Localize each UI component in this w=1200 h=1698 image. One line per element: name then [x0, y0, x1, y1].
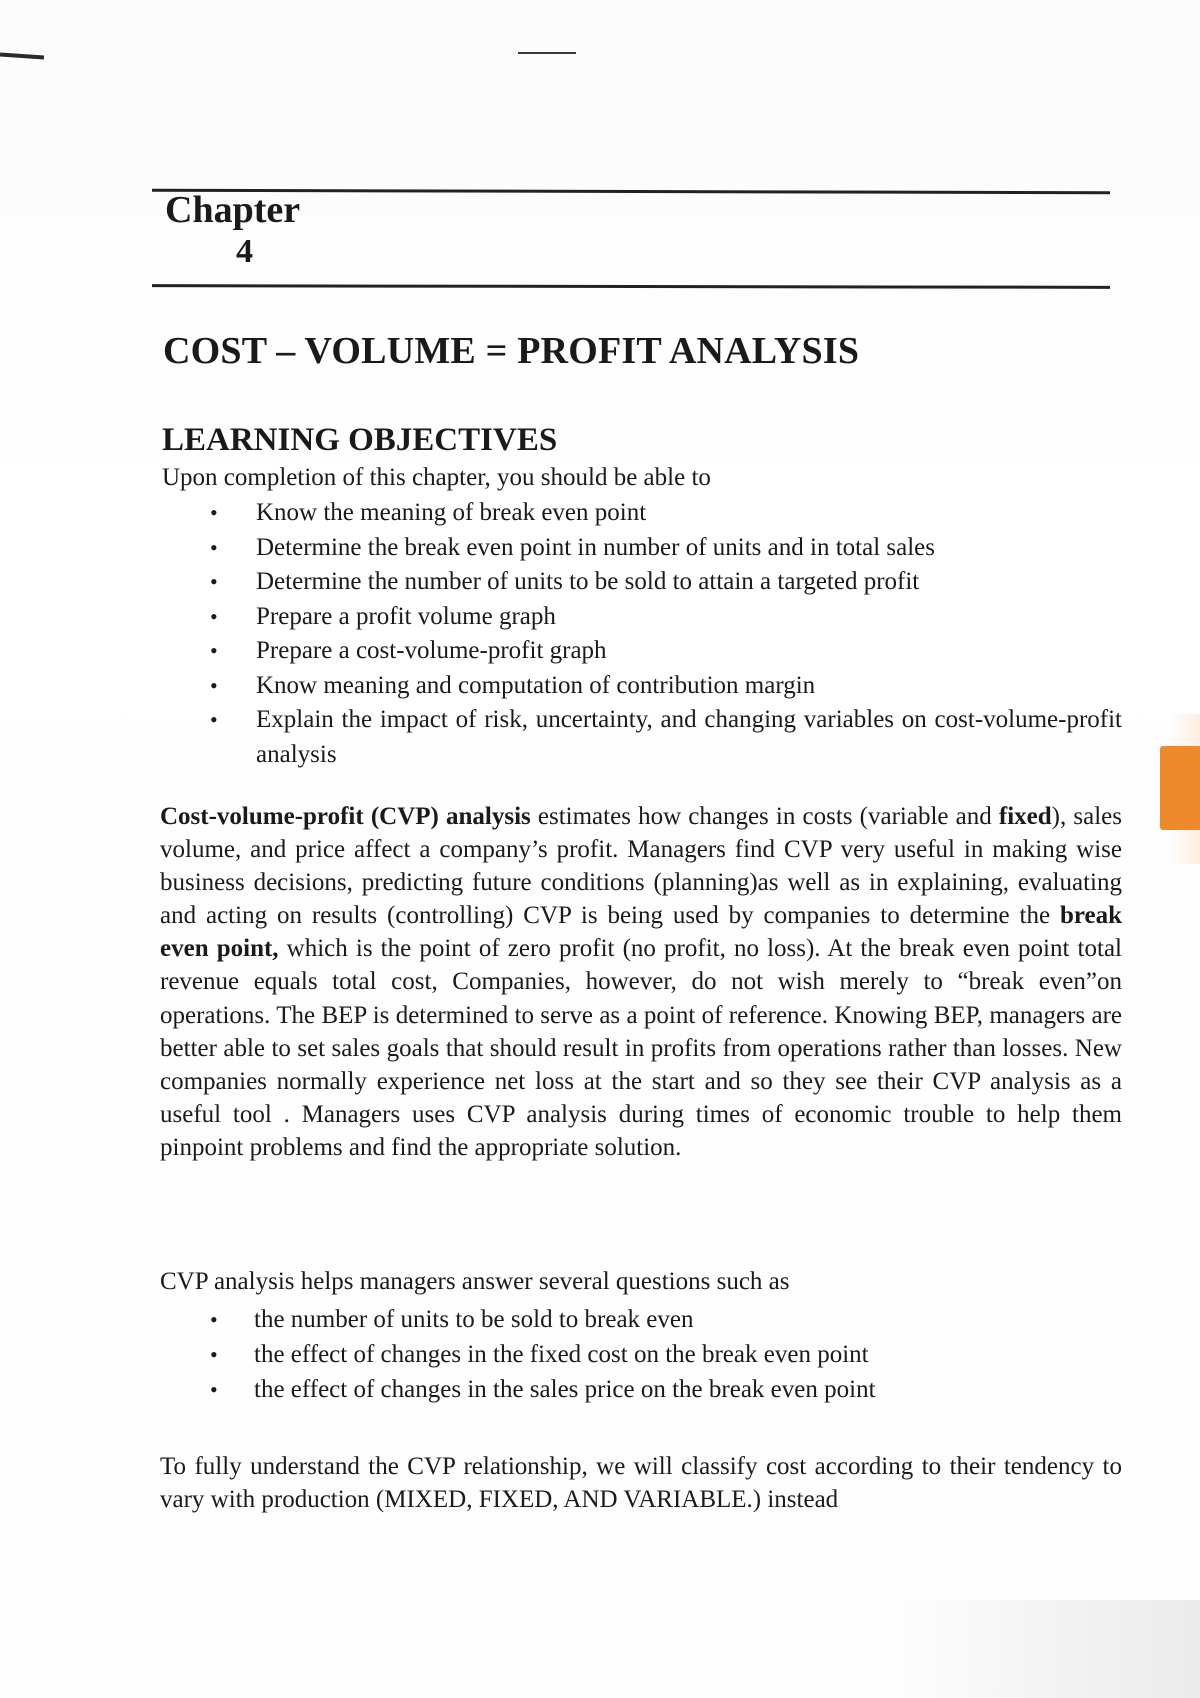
learning-objectives-intro: Upon completion of this chapter, you should be able to: [162, 464, 711, 491]
paragraph-text: which is the point of zero profit (no profit, no loss). At the break even point total revenue equals total cost, Companies, however, do not wish merely to “break even”on operations. The BEP is determined to serve as a point of reference. Knowing BEP, managers are better able to set sales goals that should result in profits from operations rather than losses. New companies normally experience net loss at the start and so they see their CVP analysis as a useful tool . Managers uses CVP analysis during times of economic trouble to help them pinpoint problems and find the appropriate solution.: [160, 935, 1122, 1161]
chapter-tab-marker: [1160, 746, 1200, 830]
list-item: • Explain the impact of risk, uncertainty, and changing variables on cost-volume-profit analysis: [200, 703, 1122, 772]
page-title: COST – VOLUME = PROFIT ANALYSIS: [163, 330, 860, 372]
chapter-label: Chapter: [165, 189, 301, 231]
list-item: • Know meaning and computation of contribution margin: [200, 669, 1122, 704]
break-even-term: break even point,: [160, 902, 1122, 963]
scan-shadow: [900, 1600, 1200, 1698]
list-item: • Know the meaning of break even point: [200, 496, 1122, 531]
list-item: • Prepare a profit volume graph: [200, 600, 1122, 635]
cvp-definition-paragraph: [160, 800, 1122, 1164]
scan-artifact: [0, 52, 44, 59]
learning-objectives-heading: LEARNING OBJECTIVES: [162, 422, 558, 458]
questions-list: [198, 1302, 1098, 1407]
list-item: • Prepare a cost-volume-profit graph: [200, 634, 1122, 669]
fixed-term: fixed: [998, 803, 1052, 830]
chapter-rule-bottom: [152, 284, 1110, 289]
cvp-term: Cost-volume-profit (CVP) analysis: [160, 803, 531, 830]
list-item: • the effect of changes in the sales price on the break even point: [198, 1372, 1098, 1407]
list-item: • the number of units to be sold to break even: [198, 1302, 1098, 1337]
list-item: • the effect of changes in the fixed cost on the break even point: [198, 1337, 1098, 1372]
list-item: • Determine the number of units to be sold to attain a targeted profit: [200, 565, 1122, 600]
paragraph-text: ), sales volume, and price affect a company’s profit. Managers find CVP very useful in making wise business decisions, predicting future conditions (planning)as well as in explaining, evaluating and acting on results (controlling) CVP is being used by companies to determine the: [160, 803, 1122, 930]
cost-classification-paragraph: To fully understand the CVP relationship, we will classify cost according to their tendency to vary with production (MIXED, FIXED, AND VARIABLE.) instead: [160, 1453, 1122, 1514]
paragraph-text: estimates how changes in costs (variable and: [530, 803, 999, 830]
list-item: • Determine the break even point in number of units and in total sales: [200, 531, 1122, 566]
scan-artifact: [518, 52, 576, 54]
chapter-number: 4: [236, 233, 253, 270]
questions-intro: CVP analysis helps managers answer several questions such as: [160, 1268, 790, 1295]
learning-objectives-list: [200, 496, 1122, 772]
